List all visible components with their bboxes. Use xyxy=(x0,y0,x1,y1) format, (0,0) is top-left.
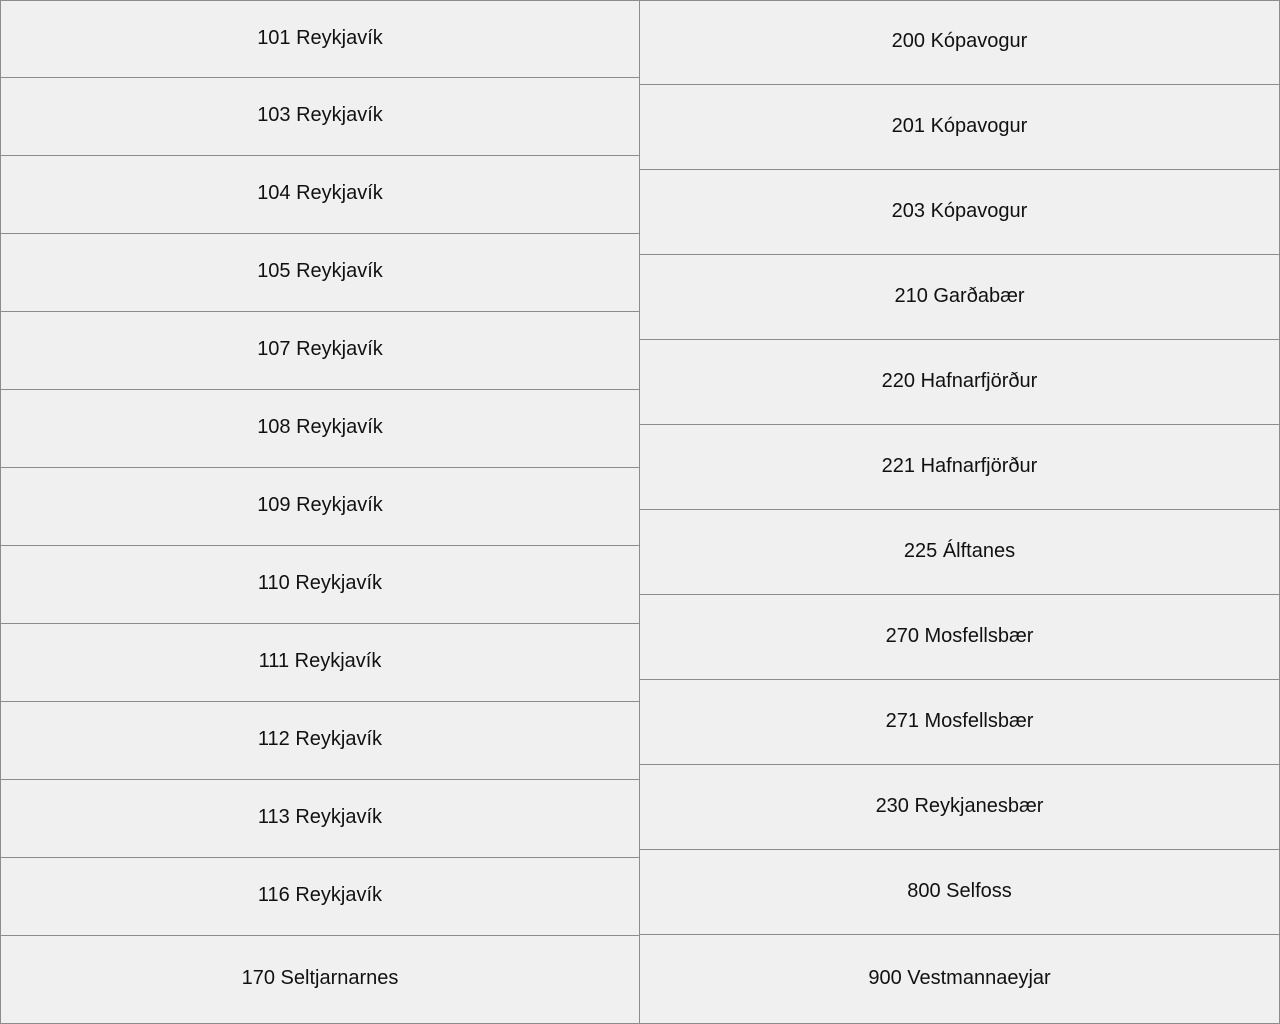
postcode-label: 113 Reykjavík xyxy=(257,806,383,828)
postcode-button-271[interactable] xyxy=(639,679,1280,765)
postcode-button-225[interactable] xyxy=(639,509,1280,595)
postcode-label: 110 Reykjavík xyxy=(257,572,383,594)
postcode-label: 112 Reykjavík xyxy=(257,728,383,750)
postcode-button-201[interactable] xyxy=(639,84,1280,170)
right-postcode-column xyxy=(639,0,1280,1024)
postcode-label: 225 Álftanes xyxy=(903,539,1016,562)
postcode-button-200[interactable] xyxy=(639,0,1280,85)
postcode-label: 270 Mosfellsbær xyxy=(885,624,1034,647)
postcode-button-221[interactable] xyxy=(639,424,1280,510)
postcode-label: 109 Reykjavík xyxy=(257,494,383,516)
postcode-label: 103 Reykjavík xyxy=(257,104,383,126)
postcode-button-109[interactable] xyxy=(0,467,640,546)
postcode-button-110[interactable] xyxy=(0,545,640,624)
postcode-button-116[interactable] xyxy=(0,857,640,936)
postcode-button-113[interactable] xyxy=(0,779,640,858)
postcode-label: 203 Kópavogur xyxy=(891,199,1028,222)
postcode-button-203[interactable] xyxy=(639,169,1280,255)
postcode-button-104[interactable] xyxy=(0,155,640,234)
postcode-button-170[interactable] xyxy=(0,935,640,1024)
postcode-button-220[interactable] xyxy=(639,339,1280,425)
postcode-label: 271 Mosfellsbær xyxy=(885,709,1034,732)
postcode-label: 170 Seltjarnarnes xyxy=(241,967,399,989)
postcode-button-270[interactable] xyxy=(639,594,1280,680)
postcode-label: 210 Garðabær xyxy=(894,284,1025,307)
postcode-label: 800 Selfoss xyxy=(907,879,1012,902)
postcode-label: 220 Hafnarfjörður xyxy=(881,369,1038,392)
postcode-button-210[interactable] xyxy=(639,254,1280,340)
postcode-label: 101 Reykjavík xyxy=(257,26,383,49)
postcode-label: 105 Reykjavík xyxy=(257,260,383,282)
postcode-label: 200 Kópavogur xyxy=(891,30,1028,52)
postcode-button-105[interactable] xyxy=(0,233,640,312)
postcode-label: 221 Hafnarfjörður xyxy=(881,454,1038,477)
postcode-label: 201 Kópavogur xyxy=(891,114,1028,137)
postcode-button-112[interactable] xyxy=(0,701,640,780)
postcode-button-107[interactable] xyxy=(0,311,640,390)
postcode-button-101[interactable] xyxy=(0,0,640,78)
postcode-label: 104 Reykjavík xyxy=(257,182,383,204)
postcode-button-111[interactable] xyxy=(0,623,640,702)
left-postcode-column xyxy=(0,0,639,1024)
postcode-label: 107 Reykjavík xyxy=(257,338,383,360)
postcode-button-900[interactable] xyxy=(639,934,1280,1024)
postcode-label: 108 Reykjavík xyxy=(257,416,383,438)
postcode-label: 116 Reykjavík xyxy=(257,884,383,906)
postcode-label: 111 Reykjavík xyxy=(258,650,382,672)
postcode-label: 230 Reykjanesbær xyxy=(875,794,1044,817)
postcode-button-230[interactable] xyxy=(639,764,1280,850)
postcode-button-800[interactable] xyxy=(639,849,1280,935)
postcode-button-103[interactable] xyxy=(0,77,640,156)
postcode-button-108[interactable] xyxy=(0,389,640,468)
postcode-label: 900 Vestmannaeyjar xyxy=(868,966,1051,989)
